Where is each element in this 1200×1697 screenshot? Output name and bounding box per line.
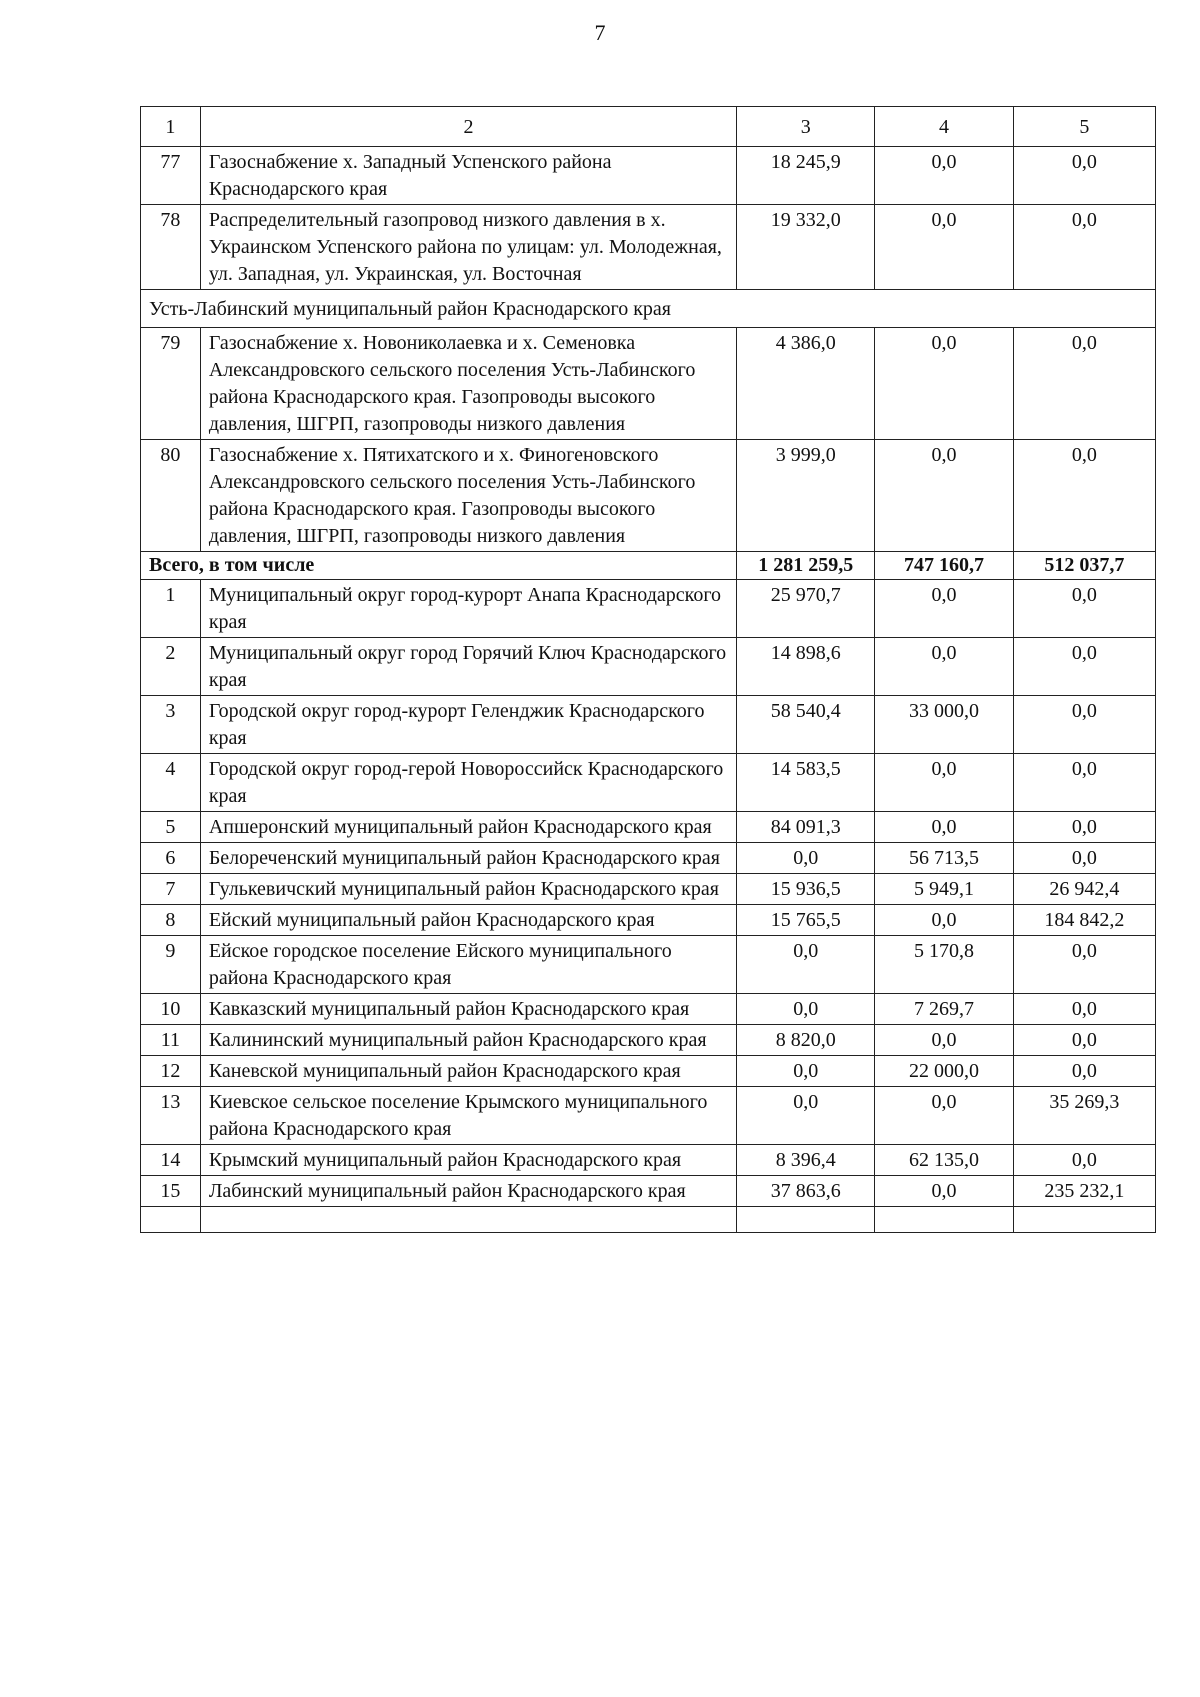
row-name: Крымский муниципальный район Краснодарского края xyxy=(200,1145,736,1176)
column-number: 4 xyxy=(875,107,1013,147)
column-number: 5 xyxy=(1013,107,1155,147)
row-number: 5 xyxy=(141,812,201,843)
row-col3-value: 25 970,7 xyxy=(737,580,875,638)
row-number: 7 xyxy=(141,874,201,905)
row-col5-value: 0,0 xyxy=(1013,1025,1155,1056)
row-col5-value: 0,0 xyxy=(1013,994,1155,1025)
row-name: Белореченский муниципальный район Краснодарского края xyxy=(200,843,736,874)
table-row xyxy=(141,147,1156,205)
row-number: 14 xyxy=(141,1145,201,1176)
total-row xyxy=(141,552,1156,580)
row-name: Кавказский муниципальный район Краснодарского края xyxy=(200,994,736,1025)
total-col3: 1 281 259,5 xyxy=(737,552,875,580)
table-row xyxy=(141,638,1156,696)
row-col5-value: 35 269,3 xyxy=(1013,1087,1155,1145)
row-col4-value: 5 170,8 xyxy=(875,936,1013,994)
row-col4-value: 0,0 xyxy=(875,1176,1013,1207)
row-col5-value: 26 942,4 xyxy=(1013,874,1155,905)
row-col3-value: 0,0 xyxy=(737,843,875,874)
table-row xyxy=(141,1176,1156,1207)
row-col4-value: 33 000,0 xyxy=(875,696,1013,754)
row-number: 10 xyxy=(141,994,201,1025)
row-col5-value: 0,0 xyxy=(1013,1056,1155,1087)
row-col3-value: 3 999,0 xyxy=(737,440,875,552)
row-col5-value: 0,0 xyxy=(1013,812,1155,843)
row-number: 1 xyxy=(141,580,201,638)
page-number: 7 xyxy=(594,20,606,45)
filler-row xyxy=(141,1207,1156,1233)
row-name: Киевское сельское поселение Крымского муниципального района Краснодарского края xyxy=(200,1087,736,1145)
row-col5-value: 0,0 xyxy=(1013,936,1155,994)
row-col4-value: 0,0 xyxy=(875,205,1013,290)
column-numbers-row xyxy=(141,107,1156,147)
total-label: Всего, в том числе xyxy=(141,552,737,580)
row-col4-value: 7 269,7 xyxy=(875,994,1013,1025)
row-col3-value: 15 936,5 xyxy=(737,874,875,905)
row-number: 3 xyxy=(141,696,201,754)
row-name: Газоснабжение х. Западный Успенского района Краснодарского края xyxy=(200,147,736,205)
table-row xyxy=(141,440,1156,552)
total-col4: 747 160,7 xyxy=(875,552,1013,580)
table-row xyxy=(141,843,1156,874)
row-col4-value: 0,0 xyxy=(875,638,1013,696)
row-number: 80 xyxy=(141,440,201,552)
row-name: Ейское городское поселение Ейского муниципального района Краснодарского края xyxy=(200,936,736,994)
empty-cell xyxy=(200,1207,736,1233)
row-col3-value: 15 765,5 xyxy=(737,905,875,936)
table-row xyxy=(141,812,1156,843)
table-row xyxy=(141,1145,1156,1176)
table-row xyxy=(141,1087,1156,1145)
table-row xyxy=(141,1056,1156,1087)
row-col5-value: 0,0 xyxy=(1013,754,1155,812)
row-name: Муниципальный округ город Горячий Ключ Краснодарского края xyxy=(200,638,736,696)
row-col3-value: 14 898,6 xyxy=(737,638,875,696)
row-number: 6 xyxy=(141,843,201,874)
row-col4-value: 0,0 xyxy=(875,905,1013,936)
row-col4-value: 0,0 xyxy=(875,440,1013,552)
row-col3-value: 4 386,0 xyxy=(737,328,875,440)
section-title: Усть-Лабинский муниципальный район Краснодарского края xyxy=(141,290,1156,328)
row-name: Апшеронский муниципальный район Краснодарского края xyxy=(200,812,736,843)
row-number: 4 xyxy=(141,754,201,812)
financing-table xyxy=(140,106,1156,1233)
row-col5-value: 0,0 xyxy=(1013,328,1155,440)
row-col4-value: 0,0 xyxy=(875,147,1013,205)
row-col5-value: 184 842,2 xyxy=(1013,905,1155,936)
table-row xyxy=(141,936,1156,994)
table-row xyxy=(141,994,1156,1025)
row-name: Муниципальный округ город-курорт Анапа Краснодарского края xyxy=(200,580,736,638)
row-col4-value: 0,0 xyxy=(875,1087,1013,1145)
row-col4-value: 0,0 xyxy=(875,328,1013,440)
row-number: 79 xyxy=(141,328,201,440)
row-col3-value: 8 396,4 xyxy=(737,1145,875,1176)
table-row xyxy=(141,328,1156,440)
empty-cell xyxy=(141,1207,201,1233)
row-col3-value: 0,0 xyxy=(737,1087,875,1145)
row-number: 77 xyxy=(141,147,201,205)
row-name: Газоснабжение х. Новониколаевка и х. Семеновка Александровского сельского поселения Усть-Лабинского района Краснодарского края. Газопроводы высокого давления, ШГРП, газопроводы низкого давления xyxy=(200,328,736,440)
row-col3-value: 0,0 xyxy=(737,994,875,1025)
row-name: Гулькевичский муниципальный район Краснодарского края xyxy=(200,874,736,905)
row-col3-value: 18 245,9 xyxy=(737,147,875,205)
row-number: 15 xyxy=(141,1176,201,1207)
table-row xyxy=(141,580,1156,638)
row-col3-value: 0,0 xyxy=(737,936,875,994)
row-col4-value: 0,0 xyxy=(875,1025,1013,1056)
row-col5-value: 0,0 xyxy=(1013,205,1155,290)
row-col5-value: 0,0 xyxy=(1013,440,1155,552)
row-col4-value: 0,0 xyxy=(875,580,1013,638)
row-name: Городской округ город-курорт Геленджик Краснодарского края xyxy=(200,696,736,754)
row-col4-value: 62 135,0 xyxy=(875,1145,1013,1176)
table-row xyxy=(141,696,1156,754)
section-row xyxy=(141,290,1156,328)
row-col5-value: 0,0 xyxy=(1013,147,1155,205)
row-col5-value: 0,0 xyxy=(1013,843,1155,874)
row-name: Каневской муниципальный район Краснодарского края xyxy=(200,1056,736,1087)
row-number: 8 xyxy=(141,905,201,936)
row-col4-value: 0,0 xyxy=(875,812,1013,843)
row-col4-value: 22 000,0 xyxy=(875,1056,1013,1087)
empty-cell xyxy=(1013,1207,1155,1233)
table-row xyxy=(141,1025,1156,1056)
row-name: Газоснабжение х. Пятихатского и х. Финогеновского Александровского сельского поселения Усть-Лабинского района Краснодарского края. Газопроводы высокого давления, ШГРП, газопроводы низкого давления xyxy=(200,440,736,552)
row-name: Ейский муниципальный район Краснодарского края xyxy=(200,905,736,936)
row-col3-value: 0,0 xyxy=(737,1056,875,1087)
row-name: Распределительный газопровод низкого давления в х. Украинском Успенского района по улицам: ул. Молодежная, ул. Западная, ул. Украинская, ул. Восточная xyxy=(200,205,736,290)
column-number: 1 xyxy=(141,107,201,147)
total-col5: 512 037,7 xyxy=(1013,552,1155,580)
rows-ust-body xyxy=(141,328,1156,552)
row-col4-value: 5 949,1 xyxy=(875,874,1013,905)
row-col3-value: 37 863,6 xyxy=(737,1176,875,1207)
row-col3-value: 14 583,5 xyxy=(737,754,875,812)
row-col5-value: 0,0 xyxy=(1013,696,1155,754)
rows-total-body xyxy=(141,580,1156,1207)
rows-top-body xyxy=(141,147,1156,290)
row-col5-value: 235 232,1 xyxy=(1013,1176,1155,1207)
row-name: Городской округ город-герой Новороссийск Краснодарского края xyxy=(200,754,736,812)
row-number: 78 xyxy=(141,205,201,290)
row-number: 13 xyxy=(141,1087,201,1145)
row-col3-value: 58 540,4 xyxy=(737,696,875,754)
column-number: 2 xyxy=(200,107,736,147)
table-row xyxy=(141,754,1156,812)
table-row xyxy=(141,874,1156,905)
table-row xyxy=(141,905,1156,936)
row-col4-value: 56 713,5 xyxy=(875,843,1013,874)
row-number: 2 xyxy=(141,638,201,696)
row-name: Лабинский муниципальный район Краснодарского края xyxy=(200,1176,736,1207)
empty-cell xyxy=(875,1207,1013,1233)
row-name: Калининский муниципальный район Краснодарского края xyxy=(200,1025,736,1056)
empty-cell xyxy=(737,1207,875,1233)
row-col3-value: 19 332,0 xyxy=(737,205,875,290)
row-col5-value: 0,0 xyxy=(1013,1145,1155,1176)
row-number: 11 xyxy=(141,1025,201,1056)
row-col5-value: 0,0 xyxy=(1013,580,1155,638)
row-col5-value: 0,0 xyxy=(1013,638,1155,696)
row-col3-value: 8 820,0 xyxy=(737,1025,875,1056)
row-number: 9 xyxy=(141,936,201,994)
table-row xyxy=(141,205,1156,290)
column-number: 3 xyxy=(737,107,875,147)
row-number: 12 xyxy=(141,1056,201,1087)
row-col4-value: 0,0 xyxy=(875,754,1013,812)
row-col3-value: 84 091,3 xyxy=(737,812,875,843)
